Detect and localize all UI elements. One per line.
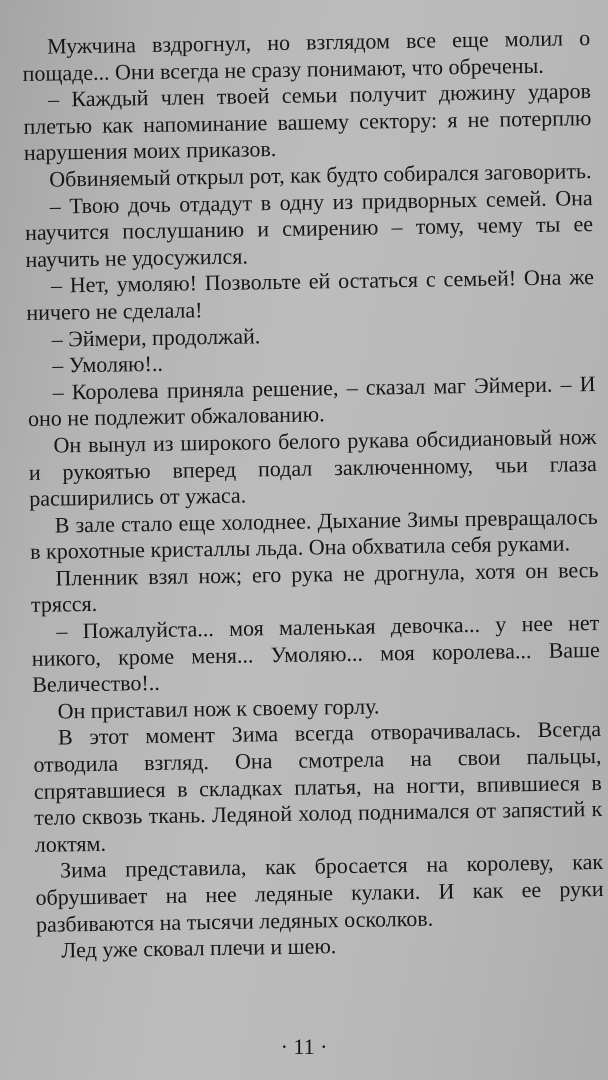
paragraph: – Твою дочь отдадут в одну из придворных семей. Она научится послушанию и смирению – тому, чему ты ее научить не удосужился. (24, 184, 594, 272)
paragraph: Лед уже сковал плечи и шею. (61, 933, 337, 963)
paragraph: – Умоляю!.. (52, 350, 164, 378)
paragraph: Пленник взял нож; его рука не дрогнула, хотя он весь трясся. (30, 556, 599, 618)
paragraph: Он вынул из широкого белого рукава обсидиановый нож и рукоятью вперед подал заключенному, чьи глаза расширились от ужаса. (28, 423, 598, 512)
paragraph: – Эймери, продолжай. (51, 322, 261, 352)
body-text (22, 25, 605, 965)
paragraph: Он приставил нож к своему горлу. (57, 693, 380, 724)
paragraph: – Нет, умоляю! Позвольте ей остаться с семьей! Она же ничего не сделала! (26, 264, 595, 325)
paragraph: В зале стало еще холоднее. Дыхание Зимы превращалось в крохотные кристаллы льда. Она обхватила себя руками. (29, 503, 598, 565)
paragraph: – Пожалуйста... моя маленькая девочка... у нее нет никого, кроме меня... Умоляю... моя королева... Ваше Величество!.. (31, 610, 600, 698)
paragraph: – Королева приняла решение, – сказал маг Эймери. – И оно не подлежит обжалованию. (27, 370, 596, 432)
paragraph: – Каждый член твоей семьи получит дюжину ударов плетью как напоминание вашему сектору: я не потерплю нарушения моих приказов. (23, 78, 592, 166)
paragraph: В этот момент Зима всегда отворачивалась. Всегда отводила взгляд. Она смотрела на свои пальцы, спрятавшиеся в складках платья, на ногти, впившиеся в тело сквозь ткань. Ледяной холод поднимался от запястий к локтям. (33, 716, 603, 857)
paragraph: Обвиняемый открыл рот, как будто собирался заговорить. (49, 158, 592, 192)
paragraph: Мужчина вздрогнул, но взглядом все еще молил о пощаде... Они всегда не сразу понимают, что обречены. (22, 25, 591, 86)
page-number: · 11 · (280, 1034, 328, 1059)
paragraph: Зима представила, как бросается на королеву, как обрушивает на нее ледяные кулаки. И как ее руки разбиваются на тысячи ледяных осколков. (35, 849, 604, 937)
